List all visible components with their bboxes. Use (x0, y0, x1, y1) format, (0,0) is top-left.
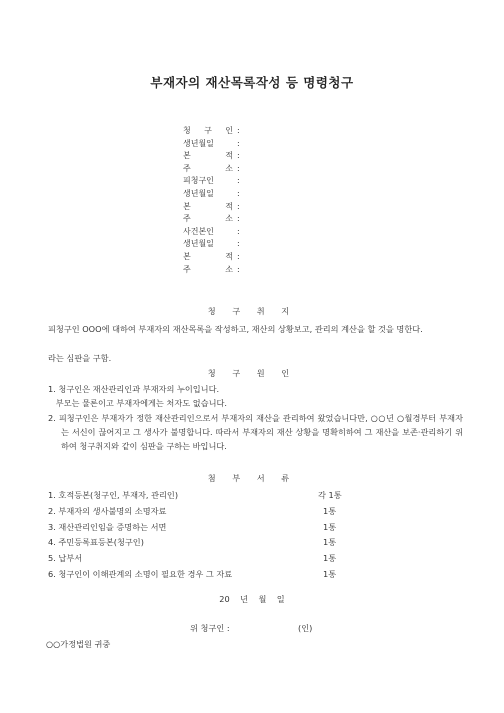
purpose-heading: 청 구 취 지 (207, 306, 297, 316)
party-label: 생년월일 (183, 189, 214, 198)
attachment-name: 4. 주민등록표등본(청구인) (48, 537, 144, 548)
reason-item-2: 2. 피청구인은 부재자가 정한 재산관리인으로서 부재자의 재산을 관리하여 왔었습니다만, ○○년 ○월경부터 부재자는 서신이 끊어지고 그 생사가 불명합니다. 따라서 부재자의 재산 상황을 명확히하여 그 재산을 보존·관리하기 위하여 청구취지와 같이 심판을 구하는 바입니다. (48, 413, 463, 451)
party-row (183, 237, 240, 250)
party-row (183, 137, 240, 150)
party-colon: : (237, 239, 240, 249)
attachment-count: 1통 (323, 537, 337, 548)
party-colon: : (237, 214, 240, 224)
attachment-count: 1통 (323, 569, 337, 579)
party-label: 본 적 (183, 252, 233, 261)
purpose-text: 피청구인 OOO에 대하여 부재자의 재산목록을 작성하고, 재산의 상황보고, 관리의 계산을 할 것을 명한다. (48, 324, 423, 334)
purpose-closing: 라는 심판을 구함. (48, 353, 112, 363)
reason-item-1b: 부모는 물론이고 부재자에게는 처자도 없습니다. (48, 398, 228, 408)
party-label: 주 소 (183, 264, 233, 274)
attachment-count: 1통 (323, 553, 337, 564)
party-row (183, 200, 240, 213)
attachment-count: 1통 (323, 505, 337, 516)
party-label: 본 적 (183, 201, 233, 211)
attachment-row (48, 489, 358, 502)
party-colon: : (237, 226, 240, 236)
party-colon: : (237, 252, 240, 261)
attachment-row (48, 521, 363, 534)
party-row (183, 149, 240, 162)
attachment-row (48, 568, 363, 581)
party-row (183, 212, 240, 225)
party-label: 사건본인 (183, 226, 214, 236)
party-label: 청 구 인 (183, 126, 233, 135)
party-label: 생년월일 (183, 239, 214, 249)
court-addressee: ○○가정법원 귀중 (46, 639, 111, 649)
attachment-name: 1. 호적등본(청구인, 부재자, 관리인) (48, 490, 179, 500)
party-colon: : (237, 138, 240, 148)
date-line: 20 년 월 일 (219, 594, 285, 604)
attachment-row (48, 536, 363, 549)
attachment-name: 5. 납부서 (48, 553, 83, 564)
party-colon: : (237, 201, 240, 211)
party-colon: : (237, 189, 240, 198)
party-row (183, 174, 240, 187)
party-label: 본 적 (183, 151, 233, 161)
party-colon: : (237, 151, 240, 161)
party-row (183, 263, 240, 276)
attachment-count: 1통 (323, 521, 337, 532)
document-title: 부재자의 재산목록작성 등 명령청구 (150, 75, 354, 90)
attachment-row (48, 505, 363, 518)
signature-label: 위 청구인 : (190, 623, 230, 633)
party-colon: : (237, 163, 240, 173)
party-row (183, 250, 240, 263)
attachment-count: 각 1통 (318, 490, 342, 500)
signature-seal: (인) (298, 623, 313, 633)
attachment-row (48, 552, 363, 565)
party-row (183, 162, 240, 175)
party-label: 주 소 (183, 163, 233, 173)
party-colon: : (237, 126, 240, 135)
party-colon: : (237, 176, 240, 186)
attachment-name: 2. 부재자의 생사불명의 소명자료 (48, 505, 167, 516)
party-colon: : (237, 264, 240, 274)
party-row (183, 187, 240, 200)
reason-item-1: 1. 청구인은 재산관리인과 부재자의 누이입니다. (48, 384, 220, 394)
attachment-name: 3. 재산관리인임을 증명하는 서면 (48, 521, 167, 532)
party-row (183, 225, 240, 238)
attachments-heading: 첨 부 서 류 (207, 473, 297, 483)
party-label: 주 소 (183, 214, 233, 224)
party-row (183, 124, 240, 137)
reasons-heading: 청 구 원 인 (207, 368, 297, 378)
party-label: 생년월일 (183, 138, 214, 148)
attachment-name: 6. 청구인이 이해관계의 소명이 필요한 경우 그 자료 (48, 569, 233, 579)
party-label: 피청구인 (183, 176, 214, 186)
